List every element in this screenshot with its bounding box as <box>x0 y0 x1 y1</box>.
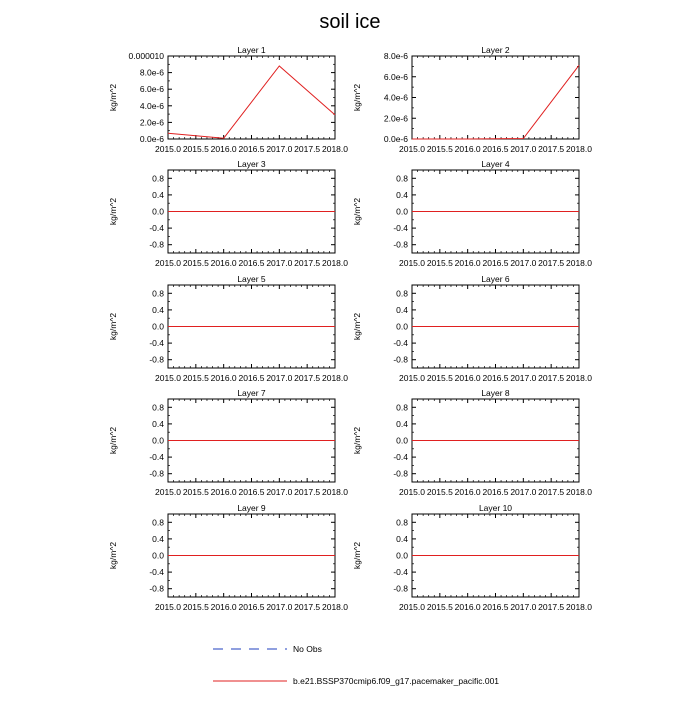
legend-label-1: No Obs <box>293 644 322 654</box>
x-tick-label: 2017.5 <box>294 144 321 154</box>
y-tick-label: 0.8 <box>396 288 408 299</box>
y-tick-label: 8.0e-6 <box>383 51 408 61</box>
y-tick-label: 2.0e-6 <box>139 117 164 128</box>
x-tick-label: 2015.0 <box>155 258 181 268</box>
x-tick-label: 2017.5 <box>538 487 565 497</box>
y-tick-label: 0.8 <box>152 288 164 299</box>
y-tick-label: 0.4 <box>396 418 408 429</box>
x-tick-label: 2017.0 <box>266 144 293 154</box>
y-tick-label: 0.0 <box>396 206 408 217</box>
x-tick-label: 2015.0 <box>399 602 425 612</box>
x-tick-label: 2016.0 <box>210 487 237 497</box>
x-tick-label: 2017.5 <box>538 144 565 154</box>
x-tick-label: 2015.5 <box>426 258 453 268</box>
y-tick-label: -0.4 <box>393 567 408 578</box>
x-tick-label: 2015.5 <box>182 602 209 612</box>
y-axis-label: kg/m^2 <box>108 312 118 341</box>
y-tick-label: -0.8 <box>393 583 408 594</box>
plot-frame <box>168 56 335 139</box>
y-tick-label: -0.8 <box>149 354 164 365</box>
x-tick-label: 2016.5 <box>482 144 509 154</box>
x-tick-label: 2016.5 <box>238 258 265 268</box>
y-axis-label: kg/m^2 <box>352 197 362 226</box>
x-tick-label: 2015.0 <box>155 487 181 497</box>
x-tick-label: 2015.0 <box>155 602 181 612</box>
y-tick-label: 0.0e-6 <box>139 134 164 144</box>
x-tick-label: 2018.0 <box>566 602 592 612</box>
x-tick-label: 2015.5 <box>182 258 209 268</box>
x-tick-label: 2016.0 <box>454 258 481 268</box>
y-axis-label: kg/m^2 <box>352 312 362 341</box>
y-tick-label: 0.0e-6 <box>383 134 408 144</box>
x-tick-label: 2017.0 <box>266 487 293 497</box>
x-tick-label: 2017.5 <box>538 602 565 612</box>
legend <box>213 644 499 686</box>
panel-5 <box>108 274 348 383</box>
x-tick-label: 2018.0 <box>566 144 592 154</box>
panel-title: Layer 2 <box>481 45 510 55</box>
y-tick-label: 0.8 <box>396 517 408 528</box>
y-axis-label: kg/m^2 <box>108 83 118 112</box>
y-tick-label: 0.4 <box>396 533 408 544</box>
panel-title: Layer 3 <box>237 159 266 169</box>
y-tick-label: -0.4 <box>393 452 408 463</box>
x-tick-label: 2015.5 <box>426 602 453 612</box>
x-tick-label: 2015.5 <box>426 487 453 497</box>
x-tick-label: 2016.5 <box>238 373 265 383</box>
x-tick-label: 2016.5 <box>238 602 265 612</box>
y-tick-label: 0.4 <box>152 189 164 200</box>
legend-label-2: b.e21.BSSP370cmip6.f09_g17.pacemaker_pacific.001 <box>293 676 500 686</box>
x-tick-label: 2016.5 <box>238 487 265 497</box>
x-tick-label: 2017.0 <box>510 144 537 154</box>
x-tick-label: 2018.0 <box>322 144 348 154</box>
y-tick-label: 0.4 <box>152 418 164 429</box>
panel-title: Layer 7 <box>237 388 266 398</box>
y-tick-label: 0.8 <box>396 402 408 413</box>
y-tick-label: 4.0e-6 <box>139 100 164 111</box>
x-tick-label: 2016.0 <box>454 144 481 154</box>
x-tick-label: 2017.5 <box>294 373 321 383</box>
y-tick-label: -0.8 <box>393 468 408 479</box>
x-tick-label: 2017.5 <box>538 373 565 383</box>
x-tick-label: 2015.0 <box>155 373 181 383</box>
y-tick-label: -0.4 <box>393 338 408 349</box>
x-tick-label: 2018.0 <box>566 487 592 497</box>
y-tick-label: 0.0 <box>152 206 164 217</box>
y-tick-label: 8.0e-6 <box>139 67 164 78</box>
x-tick-label: 2017.5 <box>294 258 321 268</box>
x-tick-label: 2015.0 <box>399 144 425 154</box>
y-tick-label: -0.8 <box>149 468 164 479</box>
y-tick-label: 0.8 <box>396 173 408 184</box>
y-tick-label: -0.4 <box>393 223 408 234</box>
x-tick-label: 2018.0 <box>322 602 348 612</box>
y-tick-label: -0.4 <box>149 452 164 463</box>
y-tick-label: -0.8 <box>149 583 164 594</box>
x-tick-label: 2018.0 <box>566 258 592 268</box>
y-tick-label: 0.8 <box>152 517 164 528</box>
panel-7 <box>108 388 348 497</box>
x-tick-label: 2017.0 <box>510 487 537 497</box>
figure-title: soil ice <box>319 11 381 33</box>
panel-title: Layer 1 <box>237 45 266 55</box>
panel-9 <box>108 503 348 612</box>
x-tick-label: 2016.0 <box>210 602 237 612</box>
x-tick-label: 2016.5 <box>482 602 509 612</box>
panel-title: Layer 9 <box>237 503 266 513</box>
panel-title: Layer 8 <box>481 388 510 398</box>
x-tick-label: 2015.5 <box>182 487 209 497</box>
x-tick-label: 2015.5 <box>182 144 209 154</box>
y-tick-label: 0.8 <box>152 173 164 184</box>
x-tick-label: 2016.0 <box>210 373 237 383</box>
y-tick-label: 0.4 <box>396 189 408 200</box>
x-tick-label: 2017.5 <box>294 602 321 612</box>
x-tick-label: 2017.5 <box>294 487 321 497</box>
y-tick-label: -0.8 <box>393 239 408 250</box>
x-tick-label: 2016.0 <box>454 487 481 497</box>
x-tick-label: 2016.0 <box>454 373 481 383</box>
x-tick-label: 2015.0 <box>399 258 425 268</box>
x-tick-label: 2018.0 <box>566 373 592 383</box>
x-tick-label: 2017.0 <box>266 602 293 612</box>
y-tick-label: 0.0 <box>396 435 408 446</box>
x-tick-label: 2015.5 <box>426 373 453 383</box>
x-tick-label: 2016.0 <box>210 144 237 154</box>
x-tick-label: 2017.0 <box>266 373 293 383</box>
y-axis-label: kg/m^2 <box>108 197 118 226</box>
x-tick-label: 2015.5 <box>182 373 209 383</box>
panel-title: Layer 4 <box>481 159 510 169</box>
x-tick-label: 2016.5 <box>482 487 509 497</box>
y-axis-label: kg/m^2 <box>108 426 118 455</box>
y-tick-label: -0.4 <box>149 338 164 349</box>
panel-6 <box>352 274 592 383</box>
y-tick-label: 0.0 <box>152 435 164 446</box>
x-tick-label: 2015.0 <box>399 373 425 383</box>
x-tick-label: 2017.5 <box>538 258 565 268</box>
y-axis-label: kg/m^2 <box>352 83 362 112</box>
y-tick-label: 0.0 <box>152 550 164 561</box>
panel-3 <box>108 159 348 268</box>
x-tick-label: 2015.5 <box>426 144 453 154</box>
y-tick-label: 0.4 <box>152 533 164 544</box>
panel-2 <box>352 45 592 154</box>
x-tick-label: 2017.0 <box>266 258 293 268</box>
y-tick-label: 6.0e-6 <box>139 84 164 95</box>
x-tick-label: 2016.0 <box>210 258 237 268</box>
y-tick-label: 4.0e-6 <box>383 92 408 103</box>
x-tick-label: 2016.5 <box>482 373 509 383</box>
x-tick-label: 2015.0 <box>399 487 425 497</box>
panel-title: Layer 10 <box>478 503 513 513</box>
y-tick-label: -0.8 <box>393 354 408 365</box>
x-tick-label: 2016.0 <box>454 602 481 612</box>
y-axis-label: kg/m^2 <box>108 541 118 570</box>
y-axis-label: kg/m^2 <box>352 541 362 570</box>
panel-title: Layer 6 <box>481 274 510 284</box>
x-tick-label: 2015.0 <box>155 144 181 154</box>
y-tick-label: 0.000010 <box>128 51 164 61</box>
panel-title: Layer 5 <box>237 274 266 284</box>
x-tick-label: 2017.0 <box>510 602 537 612</box>
series-line <box>412 65 579 139</box>
y-tick-label: 0.4 <box>396 304 408 315</box>
y-tick-label: 0.8 <box>152 402 164 413</box>
x-tick-label: 2017.0 <box>510 373 537 383</box>
y-tick-label: 0.0 <box>152 321 164 332</box>
y-tick-label: -0.8 <box>149 239 164 250</box>
y-tick-label: -0.4 <box>149 223 164 234</box>
y-tick-label: 0.4 <box>152 304 164 315</box>
y-tick-label: -0.4 <box>149 567 164 578</box>
y-tick-label: 2.0e-6 <box>383 113 408 124</box>
series-line <box>168 66 335 138</box>
y-tick-label: 0.0 <box>396 321 408 332</box>
x-tick-label: 2018.0 <box>322 258 348 268</box>
panel-1 <box>108 45 348 154</box>
x-tick-label: 2018.0 <box>322 373 348 383</box>
y-tick-label: 0.0 <box>396 550 408 561</box>
panel-grid <box>108 45 592 612</box>
x-tick-label: 2017.0 <box>510 258 537 268</box>
panel-10 <box>352 503 592 612</box>
x-tick-label: 2018.0 <box>322 487 348 497</box>
x-tick-label: 2016.5 <box>238 144 265 154</box>
panel-4 <box>352 159 592 268</box>
y-tick-label: 6.0e-6 <box>383 71 408 82</box>
y-axis-label: kg/m^2 <box>352 426 362 455</box>
x-tick-label: 2016.5 <box>482 258 509 268</box>
panel-8 <box>352 388 592 497</box>
